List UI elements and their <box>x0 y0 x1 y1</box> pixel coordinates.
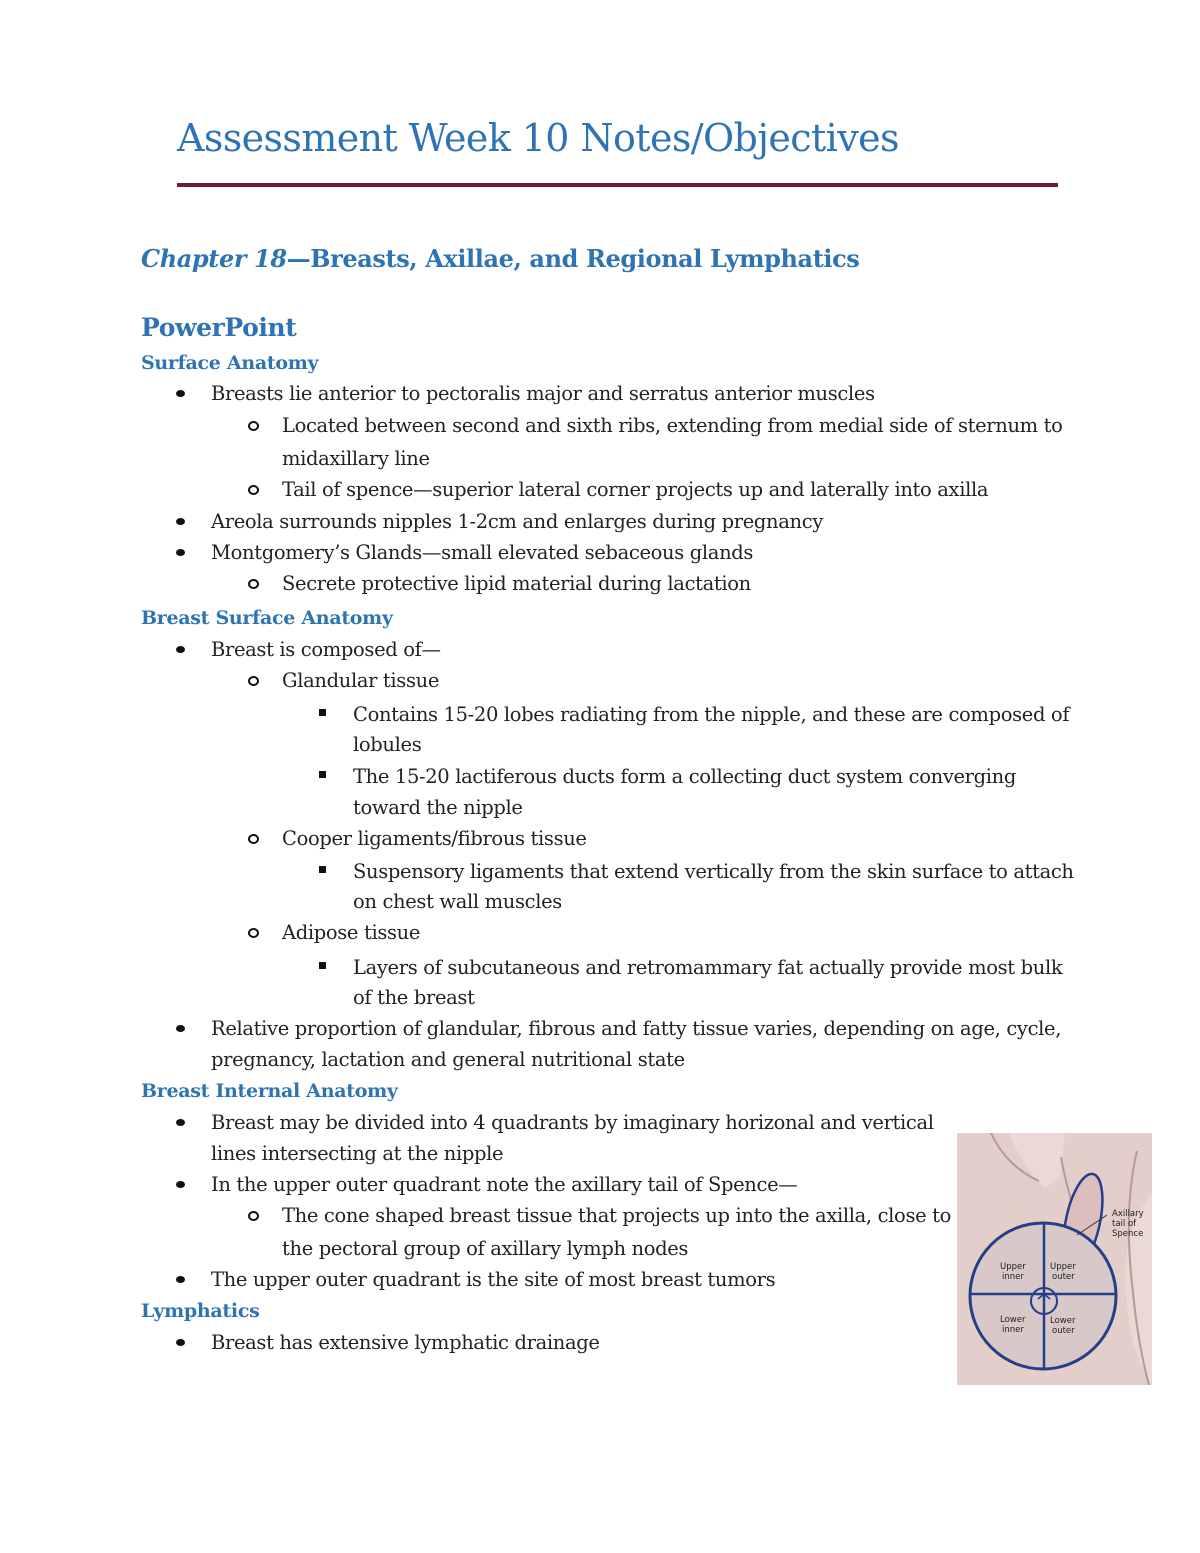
list-item: Layers of subcutaneous and retromammary fat actually provide most bulk <box>353 956 1063 979</box>
list-item: Cooper ligaments/fibrous tissue <box>282 827 587 850</box>
sub-bullet <box>248 928 259 938</box>
list-item: Areola surrounds nipples 1-2cm and enlarges during pregnancy <box>211 510 823 533</box>
sub-sub-bullet <box>319 709 326 716</box>
list-item: Montgomery’s Glands—small elevated sebaceous glands <box>211 541 754 564</box>
sub-bullet <box>248 421 259 431</box>
bullet <box>176 1025 185 1032</box>
list-item: The cone shaped breast tissue that projects up into the axilla, close to <box>282 1204 952 1227</box>
list-item: Suspensory ligaments that extend vertically from the skin surface to attach <box>353 860 1074 883</box>
label-upper-outer: Upper <box>1050 1262 1076 1272</box>
label-axillary: Axillary <box>1112 1209 1144 1219</box>
list-item: Tail of spence—superior lateral corner projects up and laterally into axilla <box>282 478 989 501</box>
label-tail-of: tail of <box>1112 1219 1137 1229</box>
bullet <box>176 549 185 556</box>
list-item-continuation: lobules <box>353 733 422 756</box>
label-spence: Spence <box>1112 1229 1144 1239</box>
list-item: Adipose tissue <box>282 921 421 944</box>
bullet <box>176 390 185 397</box>
bullet <box>176 518 185 525</box>
sub-sub-bullet <box>319 771 326 778</box>
bullet <box>176 1339 185 1346</box>
list-item: Breast has extensive lymphatic drainage <box>211 1331 600 1354</box>
bullet <box>176 1276 185 1283</box>
label-lower-outer: outer <box>1052 1326 1075 1336</box>
list-item: In the upper outer quadrant note the axillary tail of Spence— <box>211 1173 798 1196</box>
document-title: Assessment Week 10 Notes/Objectives <box>177 116 899 160</box>
bullet <box>176 646 185 653</box>
list-item: Glandular tissue <box>282 669 440 692</box>
powerpoint-heading: PowerPoint <box>141 313 297 342</box>
chapter-subtitle: —Breasts, Axillae, and Regional Lymphatics <box>286 244 860 273</box>
list-item: The upper outer quadrant is the site of most breast tumors <box>211 1268 776 1291</box>
label-upper-inner: Upper <box>1000 1262 1026 1272</box>
section-heading-breast-internal-anatomy: Breast Internal Anatomy <box>141 1080 398 1102</box>
list-item: Relative proportion of glandular, fibrous and fatty tissue varies, depending on age, cycle, <box>211 1017 1062 1040</box>
sub-sub-bullet <box>319 962 326 969</box>
sub-bullet <box>248 676 259 686</box>
list-item-continuation: lines intersecting at the nipple <box>211 1142 504 1165</box>
sub-sub-bullet <box>319 866 326 873</box>
section-heading-breast-surface-anatomy: Breast Surface Anatomy <box>141 607 393 629</box>
label-lower-inner: inner <box>1002 1325 1024 1335</box>
list-item: Contains 15-20 lobes radiating from the nipple, and these are composed of <box>353 703 1070 726</box>
list-item-continuation: on chest wall muscles <box>353 890 562 913</box>
label-lower-outer: Lower <box>1050 1316 1076 1326</box>
bullet <box>176 1181 185 1188</box>
list-item: Secrete protective lipid material during lactation <box>282 572 751 595</box>
sub-bullet <box>248 579 259 589</box>
bullet <box>176 1119 185 1126</box>
list-item-continuation: pregnancy, lactation and general nutritional state <box>211 1048 685 1071</box>
breast-quadrant-illustration <box>957 1133 1152 1385</box>
section-heading-lymphatics: Lymphatics <box>141 1300 260 1322</box>
list-item: Located between second and sixth ribs, extending from medial side of sternum to <box>282 414 1063 437</box>
label-lower-inner: Lower <box>1000 1315 1026 1325</box>
list-item-continuation: the pectoral group of axillary lymph nodes <box>282 1237 689 1260</box>
list-item: The 15-20 lactiferous ducts form a collecting duct system converging <box>353 765 1017 788</box>
label-upper-inner: inner <box>1002 1272 1024 1282</box>
sub-bullet <box>248 485 259 495</box>
list-item: Breasts lie anterior to pectoralis major and serratus anterior muscles <box>211 382 875 405</box>
chapter-label: Chapter 18 <box>141 244 287 273</box>
sub-bullet <box>248 834 259 844</box>
title-divider <box>177 183 1058 187</box>
list-item: Breast is composed of— <box>211 638 441 661</box>
list-item: Breast may be divided into 4 quadrants by imaginary horizonal and vertical <box>211 1111 934 1134</box>
section-heading-surface-anatomy: Surface Anatomy <box>141 352 319 374</box>
list-item-continuation: of the breast <box>353 986 475 1009</box>
label-upper-outer: outer <box>1052 1272 1075 1282</box>
list-item-continuation: toward the nipple <box>353 796 523 819</box>
list-item-continuation: midaxillary line <box>282 447 430 470</box>
sub-bullet <box>248 1211 259 1221</box>
chapter-heading <box>141 244 859 273</box>
